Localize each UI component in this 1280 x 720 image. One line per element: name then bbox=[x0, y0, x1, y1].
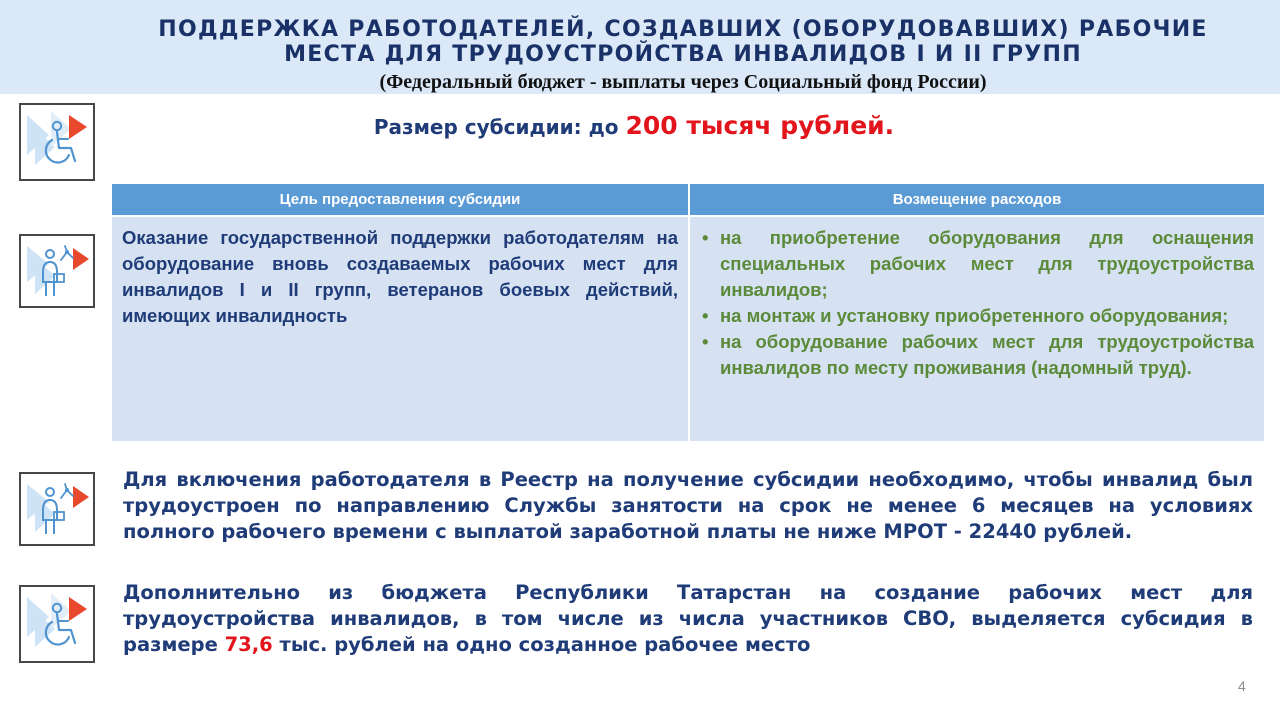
table-header-row bbox=[111, 184, 1265, 216]
wheelchair-icon bbox=[19, 103, 95, 181]
subsidy-table bbox=[110, 184, 1266, 443]
expenses-list bbox=[700, 225, 1254, 381]
subsidy-size bbox=[120, 107, 1148, 146]
list-item: • на оборудование рабочих мест для трудоустройства инвалидов по месту проживания (надомный труд). bbox=[702, 331, 1254, 378]
list-item: • на приобретение оборудования для оснащения специальных рабочих мест для трудоустройства инвалидов; bbox=[702, 227, 1254, 300]
wheelchair-icon bbox=[19, 585, 95, 663]
worker-workplace-icon bbox=[19, 234, 95, 308]
subsidy-label: Размер субсидии: до bbox=[373, 115, 619, 139]
subsidy-amount: 200 тысяч рублей. bbox=[625, 111, 895, 140]
bullet-icon: • bbox=[702, 331, 709, 352]
registry-condition-text: Для включения работодателя в Реестр на получение субсидии необходимо, чтобы инвалид был трудоустроен по направлению Службы занятости на срок не менее 6 месяцев на условиях полного рабочего времени с выплатой заработной платы не ниже МРОТ - 22440 рублей. bbox=[123, 468, 1253, 543]
column-header-expenses: Возмещение расходов bbox=[689, 184, 1265, 216]
list-item: • на монтаж и установку приобретенного оборудования; bbox=[700, 303, 1254, 329]
tatarstan-subsidy-text: Дополнительно из бюджета Республики Татарстан на создание рабочих мест для трудоустройства инвалидов, в том числе из числа участников СВО, выделяется субсидия в размере 73,6 тыс. рублей на одно созданное рабочее место bbox=[123, 581, 1253, 656]
bullet-icon: • bbox=[702, 227, 709, 248]
table-row bbox=[111, 216, 1265, 442]
page-title: ПОДДЕРЖКА РАБОТОДАТЕЛЕЙ, СОЗДАВШИХ (ОБОРУДОВАВШИХ) РАБОЧИЕ МЕСТА ДЛЯ ТРУДОУСТРОЙСТВА ИНВАЛИДОВ I И II ГРУПП bbox=[158, 17, 1208, 67]
page-number: 4 bbox=[1238, 678, 1246, 694]
expenses-cell bbox=[689, 216, 1265, 442]
bullet-icon: • bbox=[702, 305, 709, 326]
worker-workplace-icon bbox=[19, 472, 95, 546]
page-subtitle: (Федеральный бюджет - выплаты через Социальный фонд России) bbox=[379, 71, 987, 93]
tatarstan-subsidy-amount: 73,6 bbox=[224, 633, 273, 656]
goal-cell: Оказание государственной поддержки работодателям на оборудование вновь создаваемых рабочих мест для инвалидов I и II групп, ветеранов боевых действий, имеющих инвалидность bbox=[111, 216, 689, 442]
column-header-goal: Цель предоставления субсидии bbox=[111, 184, 689, 216]
